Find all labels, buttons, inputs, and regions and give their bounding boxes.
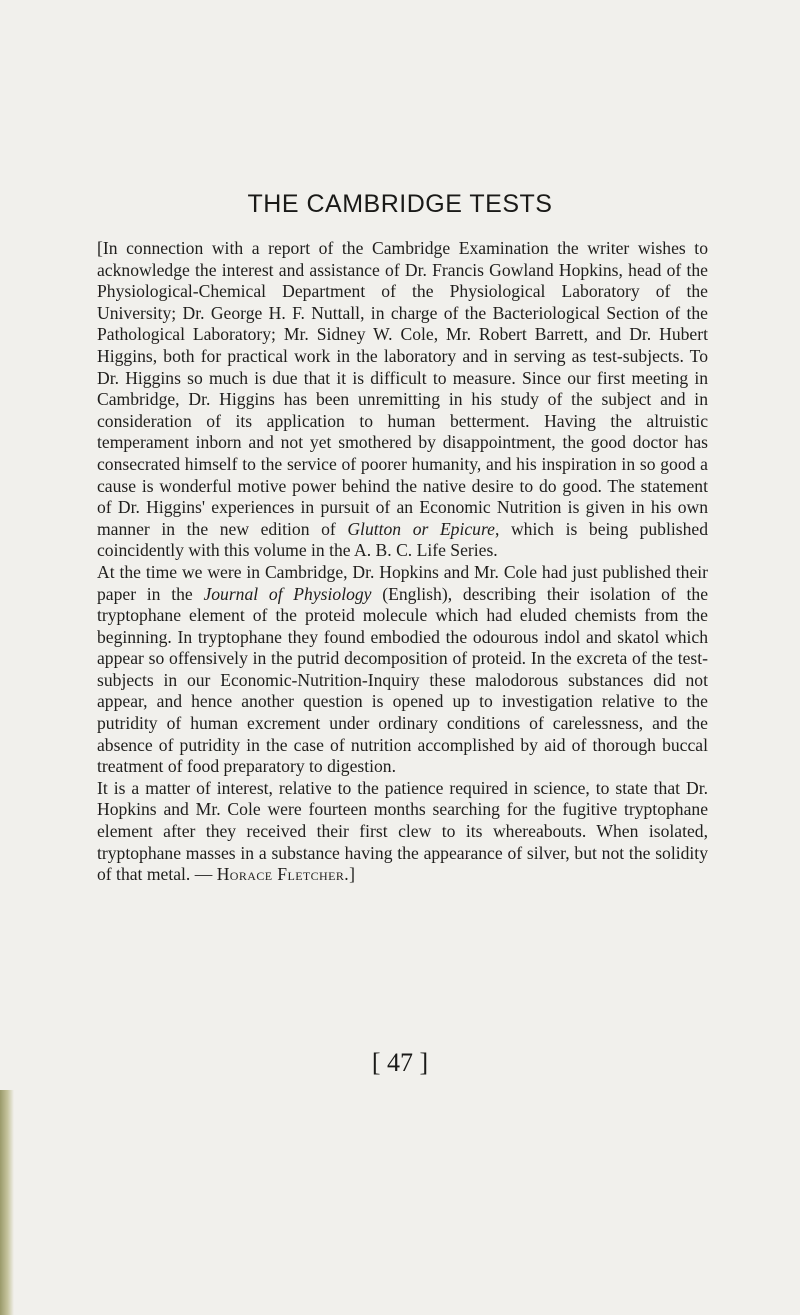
paragraph-text: [In connection with a report of the Cambridge Examination the writer wishes to acknowledge the interest and assistance of Dr. Francis Gowland Hopkins, head of the Physiological-Chemical Department of the Physiological Laboratory of the University; Dr. George H. F. Nuttall, in charge of the Bacteriological Section of the Pathological Laboratory; Mr. Sidney W. Cole, Mr. Robert Barrett, and Dr. Hubert Higgins, both for practical work in the laboratory and in serving as test-subjects. To Dr. Higgins so much is due that it is difficult to measure. Since our first meeting in Cambridge, Dr. Higgins has been unremitting in his study of the subject and in consideration of its application to human betterment. Having the altruistic temperament inborn and not yet smothered by disappointment, the good doctor has consecrated himself to the service of poorer humanity, and his inspiration in so good a cause is wonderful motive power behind the native desire to do good. The statement of Dr. Higgins' experiences in pursuit of an Economic Nutrition is given in his own manner in the new edition of xyxy=(97,238,708,539)
paragraph-text: It is a matter of interest, relative to the patience required in science, to state that Dr. Hopkins and Mr. Cole were fourteen months searching for the fugitive tryptophane element after they received their first clew to its whereabouts. When isolated, tryptophane masses in a substance having the appearance of silver, but not the solidity of that metal. — xyxy=(97,777,708,885)
paragraph-tryptophane xyxy=(97,562,708,778)
journal-title: Journal of Physiology xyxy=(203,583,372,604)
paragraph-text: , which is being published coincidently with this volume in the A. B. C. Life Series. xyxy=(97,518,708,561)
body-text xyxy=(97,238,708,886)
paragraph-patience xyxy=(97,778,708,886)
book-title: Glutton or Epicure xyxy=(347,518,495,539)
running-title: THE CAMBRIDGE TESTS xyxy=(247,190,553,218)
author-signature: Horace Fletcher. xyxy=(216,864,350,885)
page-number: [ 47 ] xyxy=(371,1048,429,1077)
page-edge-shadow xyxy=(0,1090,14,1315)
paragraph-text: (English), describing their isolation of the tryptophane element of the proteid molecule which had eluded chemists from the beginning. In tryptophane they found embodied the odourous indol and skatol which appear so offensively in the putrid decomposition of proteid. In the excreta of the test-subjects in our Economic-Nutrition-Inquiry these malodorous substances did not appear, and hence another question is opened up to investigation relative to the putridity of human excrement under ordinary conditions of carelessness, and the absence of putridity in the case of nutrition accomplished by aid of thorough buccal treatment of food preparatory to digestion. xyxy=(97,583,708,777)
paragraph-acknowledgements xyxy=(97,238,708,562)
closing-bracket: ] xyxy=(349,864,355,885)
paragraph-text: At the time we were in Cambridge, Dr. Hopkins and Mr. Cole had just published their paper in the xyxy=(97,561,708,604)
